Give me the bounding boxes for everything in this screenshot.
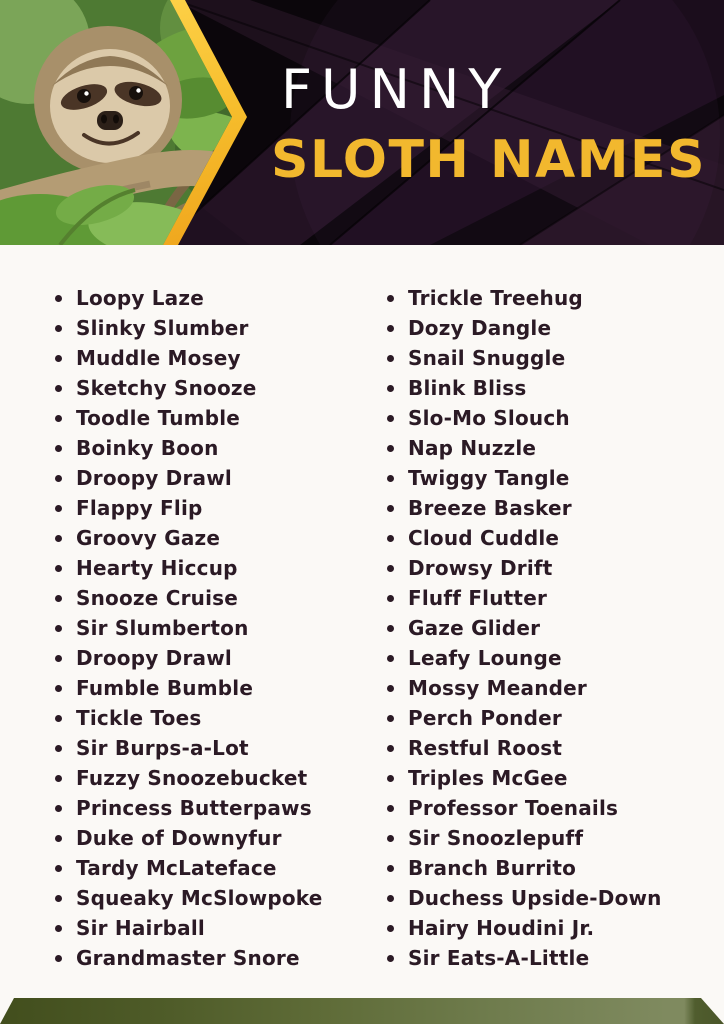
sloth-name-label: Loopy Laze	[76, 286, 204, 310]
bullet-icon	[55, 295, 62, 302]
sloth-name-label: Restful Roost	[408, 736, 563, 760]
list-item	[387, 343, 717, 373]
bullet-icon	[387, 835, 394, 842]
list-item	[55, 913, 375, 943]
bullet-icon	[387, 535, 394, 542]
sloth-name-label: Sir Hairball	[76, 916, 205, 940]
list-item	[387, 943, 717, 973]
sloth-name-label: Snooze Cruise	[76, 586, 238, 610]
bullet-icon	[55, 925, 62, 932]
page-title-line1: FUNNY	[281, 58, 511, 121]
list-item	[55, 403, 375, 433]
bullet-icon	[387, 685, 394, 692]
sloth-name-label: Breeze Basker	[408, 496, 572, 520]
list-item	[387, 523, 717, 553]
bullet-icon	[387, 325, 394, 332]
sloth-name-label: Fluff Flutter	[408, 586, 548, 610]
title-block	[0, 0, 724, 245]
bullet-icon	[387, 925, 394, 932]
name-column-right	[387, 283, 717, 973]
list-item	[387, 763, 717, 793]
page-title-line2: SLOTH NAMES	[271, 130, 707, 190]
bullet-icon	[55, 535, 62, 542]
bullet-icon	[55, 655, 62, 662]
list-item	[387, 673, 717, 703]
sloth-name-label: Droopy Drawl	[76, 646, 232, 670]
bullet-icon	[387, 715, 394, 722]
sloth-name-label: Snail Snuggle	[408, 346, 566, 370]
list-item	[55, 673, 375, 703]
sloth-name-label: Muddle Mosey	[76, 346, 241, 370]
list-item	[55, 943, 375, 973]
bullet-icon	[55, 955, 62, 962]
bullet-icon	[387, 955, 394, 962]
bullet-icon	[55, 595, 62, 602]
sloth-name-label: Sir Eats-A-Little	[408, 946, 590, 970]
list-item	[387, 283, 717, 313]
list-item	[55, 853, 375, 883]
bullet-icon	[55, 415, 62, 422]
sloth-name-label: Princess Butterpaws	[76, 796, 312, 820]
sloth-name-label: Tickle Toes	[76, 706, 202, 730]
list-item	[387, 703, 717, 733]
list-item	[55, 313, 375, 343]
bullet-icon	[55, 865, 62, 872]
sloth-name-label: Sir Snoozlepuff	[408, 826, 584, 850]
list-item	[387, 733, 717, 763]
bullet-icon	[387, 655, 394, 662]
list-item	[387, 643, 717, 673]
bullet-icon	[55, 685, 62, 692]
list-item	[55, 373, 375, 403]
bullet-icon	[55, 625, 62, 632]
list-item	[55, 463, 375, 493]
list-item	[55, 883, 375, 913]
bullet-icon	[55, 385, 62, 392]
list-item	[387, 313, 717, 343]
bullet-icon	[55, 565, 62, 572]
list-item	[387, 553, 717, 583]
list-item	[387, 583, 717, 613]
sloth-name-label: Leafy Lounge	[408, 646, 562, 670]
bullet-icon	[387, 385, 394, 392]
bullet-icon	[387, 595, 394, 602]
list-item	[55, 763, 375, 793]
list-item	[55, 793, 375, 823]
sloth-name-label: Hearty Hiccup	[76, 556, 238, 580]
sloth-name-label: Slinky Slumber	[76, 316, 249, 340]
list-item	[387, 433, 717, 463]
bullet-icon	[387, 745, 394, 752]
bullet-icon	[387, 565, 394, 572]
bullet-icon	[55, 805, 62, 812]
sloth-name-label: Duchess Upside-Down	[408, 886, 662, 910]
header-banner	[0, 0, 724, 245]
bullet-icon	[387, 475, 394, 482]
sloth-name-label: Blink Bliss	[408, 376, 527, 400]
bullet-icon	[387, 805, 394, 812]
list-item	[55, 283, 375, 313]
list-item	[55, 583, 375, 613]
sloth-name-label: Drowsy Drift	[408, 556, 553, 580]
bullet-icon	[387, 355, 394, 362]
list-item	[387, 403, 717, 433]
sloth-name-label: Sketchy Snooze	[76, 376, 257, 400]
sloth-name-label: Fumble Bumble	[76, 676, 254, 700]
sloth-name-label: Droopy Drawl	[76, 466, 232, 490]
list-item	[55, 523, 375, 553]
list-item	[387, 493, 717, 523]
list-item	[55, 553, 375, 583]
bullet-icon	[387, 445, 394, 452]
sloth-name-label: Hairy Houdini Jr.	[408, 916, 595, 940]
footer-green-bar	[0, 998, 724, 1024]
bullet-icon	[55, 325, 62, 332]
list-item	[387, 883, 717, 913]
list-item	[55, 703, 375, 733]
sloth-name-label: Grandmaster Snore	[76, 946, 300, 970]
list-item	[387, 613, 717, 643]
sloth-name-label: Nap Nuzzle	[408, 436, 537, 460]
sloth-name-label: Twiggy Tangle	[408, 466, 570, 490]
list-item	[387, 793, 717, 823]
bullet-icon	[55, 475, 62, 482]
name-list-area	[0, 283, 724, 975]
bullet-icon	[55, 505, 62, 512]
list-item	[387, 373, 717, 403]
sloth-name-label: Dozy Dangle	[408, 316, 552, 340]
sloth-name-label: Slo-Mo Slouch	[408, 406, 570, 430]
list-item	[55, 823, 375, 853]
bullet-icon	[55, 835, 62, 842]
name-column-left	[55, 283, 375, 973]
bullet-icon	[387, 895, 394, 902]
sloth-name-label: Boinky Boon	[76, 436, 219, 460]
bullet-icon	[55, 355, 62, 362]
sloth-name-label: Branch Burrito	[408, 856, 577, 880]
bullet-icon	[55, 895, 62, 902]
sloth-name-label: Cloud Cuddle	[408, 526, 560, 550]
sloth-name-label: Fuzzy Snoozebucket	[76, 766, 308, 790]
sloth-name-label: Duke of Downyfur	[76, 826, 282, 850]
sloth-name-label: Perch Ponder	[408, 706, 562, 730]
sloth-name-label: Toodle Tumble	[76, 406, 241, 430]
bullet-icon	[387, 775, 394, 782]
bullet-icon	[55, 745, 62, 752]
bullet-icon	[387, 865, 394, 872]
list-item	[55, 613, 375, 643]
list-item	[387, 463, 717, 493]
list-item	[55, 733, 375, 763]
bullet-icon	[387, 295, 394, 302]
list-item	[387, 913, 717, 943]
list-item	[55, 343, 375, 373]
sloth-name-label: Sir Burps-a-Lot	[76, 736, 249, 760]
sloth-name-label: Squeaky McSlowpoke	[76, 886, 323, 910]
bullet-icon	[387, 505, 394, 512]
list-item	[55, 643, 375, 673]
list-item	[387, 823, 717, 853]
sloth-name-label: Mossy Meander	[408, 676, 587, 700]
list-item	[55, 433, 375, 463]
sloth-name-label: Groovy Gaze	[76, 526, 221, 550]
bullet-icon	[55, 775, 62, 782]
sloth-name-label: Professor Toenails	[408, 796, 619, 820]
sloth-name-label: Trickle Treehug	[408, 286, 583, 310]
list-item	[55, 493, 375, 523]
list-item	[387, 853, 717, 883]
sloth-name-label: Flappy Flip	[76, 496, 203, 520]
bullet-icon	[387, 625, 394, 632]
sloth-name-label: Sir Slumberton	[76, 616, 249, 640]
sloth-name-label: Tardy McLateface	[76, 856, 277, 880]
bullet-icon	[55, 715, 62, 722]
sloth-name-label: Triples McGee	[408, 766, 568, 790]
bullet-icon	[55, 445, 62, 452]
sloth-name-label: Gaze Glider	[408, 616, 541, 640]
bullet-icon	[387, 415, 394, 422]
